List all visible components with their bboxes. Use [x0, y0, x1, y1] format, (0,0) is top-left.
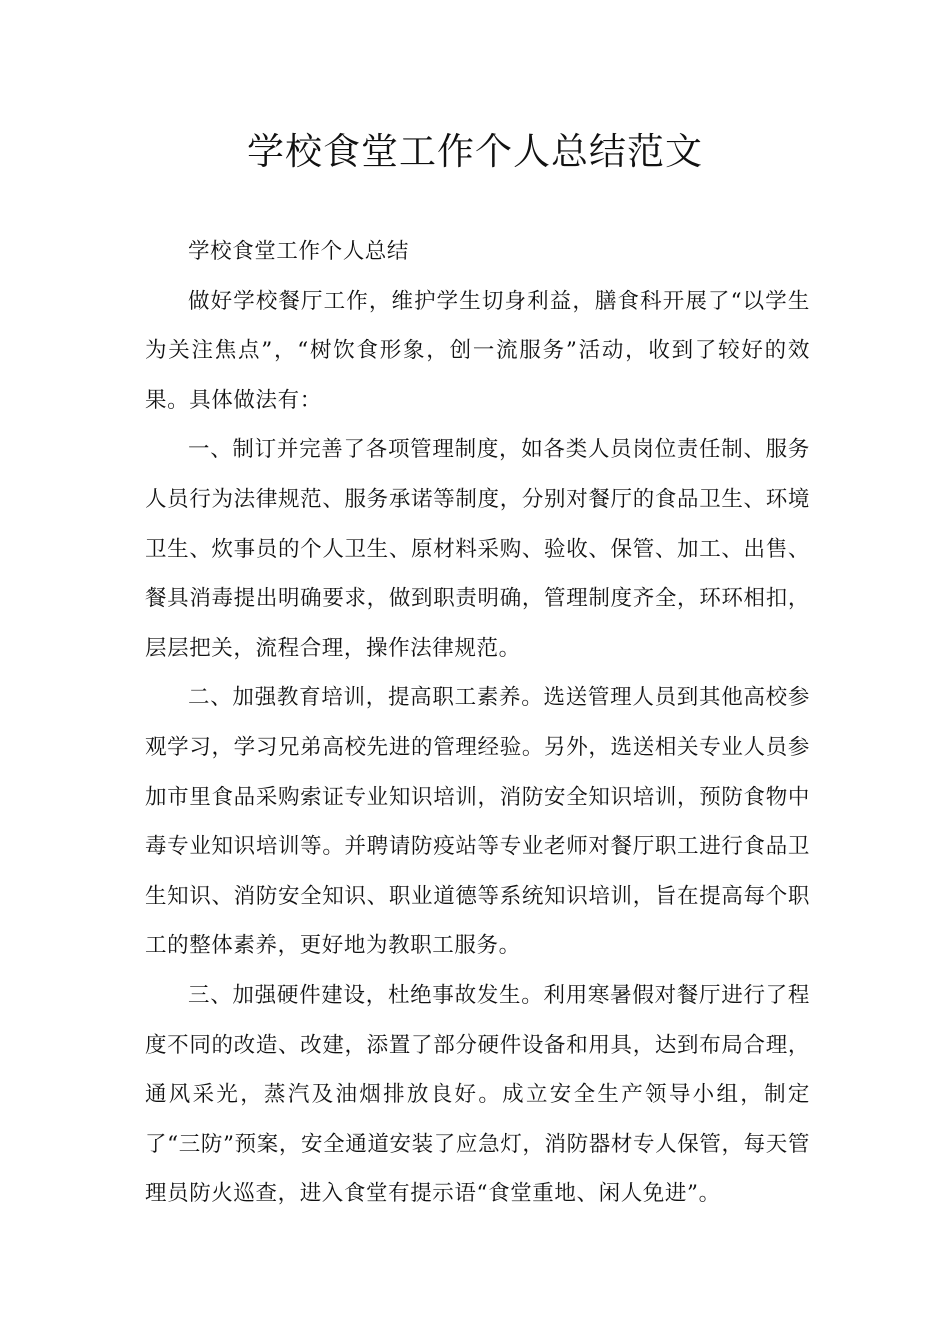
paragraph-intro: 做好学校餐厅工作，维护学生切身利益，膳食科开展了“以学生为关注焦点”，“树饮食形象，创一流服务”活动，收到了较好的效果。具体做法有： — [145, 288, 810, 413]
paragraph-section-3: 三、加强硬件建设，杜绝事故发生。利用寒暑假对餐厅进行了程度不同的改造、改建，添置了部分硬件设备和用具，达到布局合理，通风采光，蒸汽及油烟排放良好。成立安全生产领导小组，制定了“三防”预案，安全通道安装了应急灯，消防器材专人保管，每天管理员防火巡查，进入食堂有提示语“食堂重地、闲人免进”。 — [145, 982, 810, 1207]
paragraph-section-2: 二、加强教育培训，提高职工素养。选送管理人员到其他高校参观学习，学习兄弟高校先进的管理经验。另外，选送相关专业人员参加市里食品采购索证专业知识培训，消防安全知识培训，预防食物中毒专业知识培训等。并聘请防疫站等专业老师对餐厅职工进行食品卫生知识、消防安全知识、职业道德等系统知识培训，旨在提高每个职工的整体素养，更好地为教职工服务。 — [145, 685, 810, 959]
paragraph-section-1: 一、制订并完善了各项管理制度，如各类人员岗位责任制、服务人员行为法律规范、服务承诺等制度，分别对餐厅的食品卫生、环境卫生、炊事员的个人卫生、原材料采购、验收、保管、加工、出售、餐具消毒提出明确要求，做到职责明确，管理制度齐全，环环相扣，层层把关，流程合理，操作法律规范。 — [145, 437, 810, 661]
document-title: 学校食堂工作个人总结范文 — [247, 130, 703, 173]
paragraph-subtitle: 学校食堂工作个人总结 — [188, 239, 410, 264]
document-body — [145, 227, 810, 1219]
